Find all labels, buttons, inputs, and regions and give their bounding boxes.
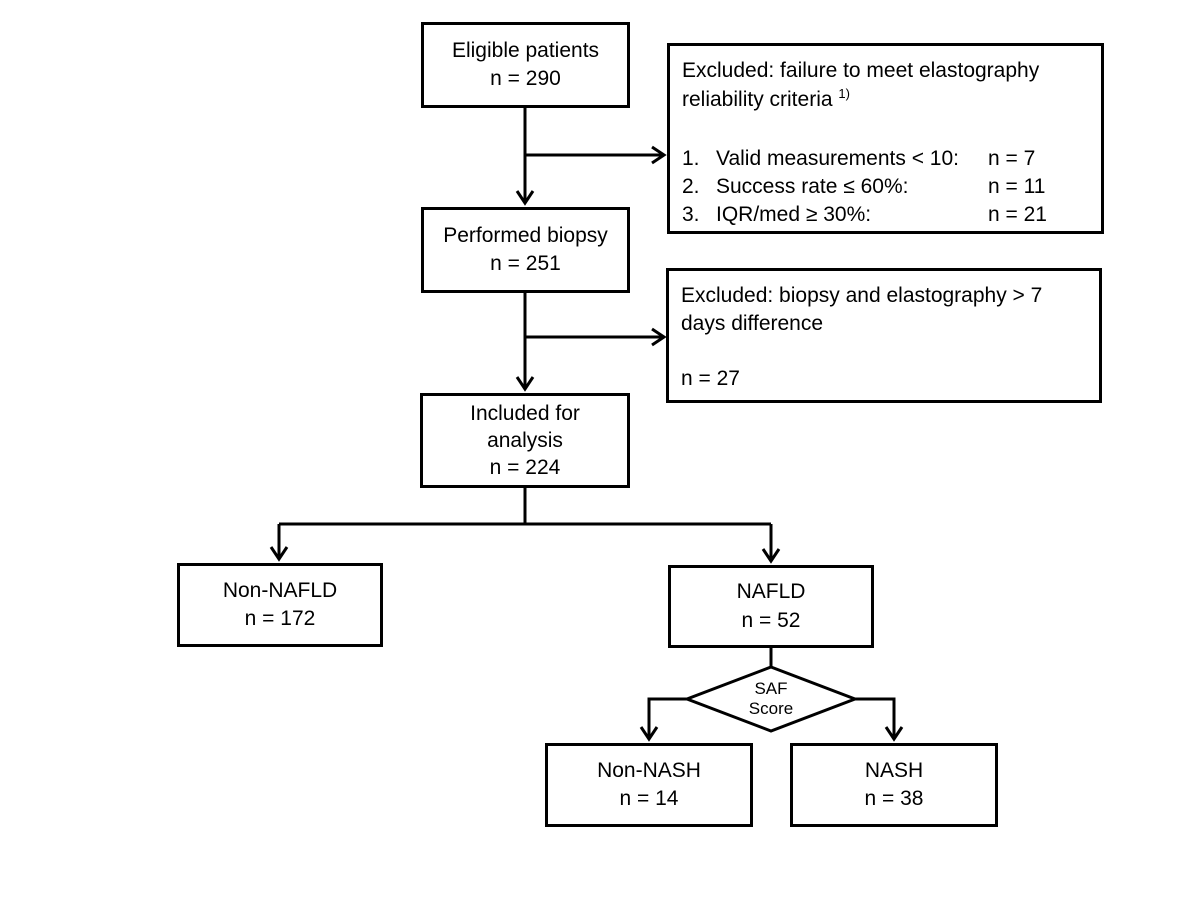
exclusion-timing-line1: Excluded: biopsy and elastography > 7: [681, 284, 1043, 307]
exclusion-criteria-item: [682, 201, 1089, 229]
node-nash: [790, 743, 998, 827]
exclusion-elastography-title-line2: reliability criteria $^{1)}$: [682, 86, 850, 112]
nash-count: n = 38: [864, 787, 924, 810]
item-count: n = 11: [988, 175, 1046, 199]
saf-label-line2: Score: [748, 699, 794, 718]
exclusion-criteria-list: [682, 145, 1089, 230]
eligible-label: Eligible patients: [451, 38, 600, 62]
node-performed-biopsy: [421, 207, 630, 293]
item-label: Valid measurements < 10:: [716, 146, 959, 170]
exclusion-box-timing: [666, 268, 1102, 403]
exclusion-box-elastography: [667, 43, 1104, 234]
exclusion-criteria-item: [682, 173, 1089, 201]
non-nafld-count: n = 172: [244, 607, 316, 630]
biopsy-label: Performed biopsy: [443, 223, 608, 247]
node-non-nafld: [177, 563, 383, 647]
biopsy-count: n = 251: [490, 252, 561, 275]
included-count: n = 224: [489, 456, 561, 480]
included-label-line1: Included for: [470, 401, 580, 425]
node-eligible-patients: [421, 22, 630, 108]
node-nafld: [668, 565, 874, 648]
non-nash-count: n = 14: [619, 787, 679, 810]
node-non-nash: [545, 743, 753, 827]
decision-diamond-saf-score: [689, 668, 853, 730]
exclusion-criteria-item: [682, 145, 1089, 173]
item-count: n = 21: [988, 203, 1047, 227]
footnote-marker: 1): [838, 86, 850, 102]
node-included-for-analysis: [420, 393, 630, 488]
exclusion-timing-count: n = 27: [681, 366, 740, 390]
nafld-count: n = 52: [741, 608, 801, 632]
item-number: 1.: [682, 146, 700, 170]
item-label: IQR/med ≥ 30%:: [716, 203, 872, 227]
item-count: n = 7: [988, 146, 1036, 170]
exclusion-timing-line2: days difference: [681, 312, 824, 336]
included-label-line2: analysis: [487, 428, 563, 452]
exclusion-elastography-title-line1: Excluded: failure to meet elastography: [682, 59, 1040, 82]
non-nash-label: Non-NASH: [597, 758, 701, 782]
item-label: Success rate ≤ 60%:: [716, 175, 909, 199]
nafld-label: NAFLD: [736, 580, 806, 604]
item-number: 2.: [682, 175, 700, 199]
saf-label-line1: SAF: [754, 678, 788, 698]
non-nafld-label: Non-NAFLD: [222, 578, 338, 602]
item-number: 3.: [682, 203, 700, 227]
nash-label: NASH: [864, 758, 924, 782]
eligible-count: n = 290: [490, 67, 561, 90]
